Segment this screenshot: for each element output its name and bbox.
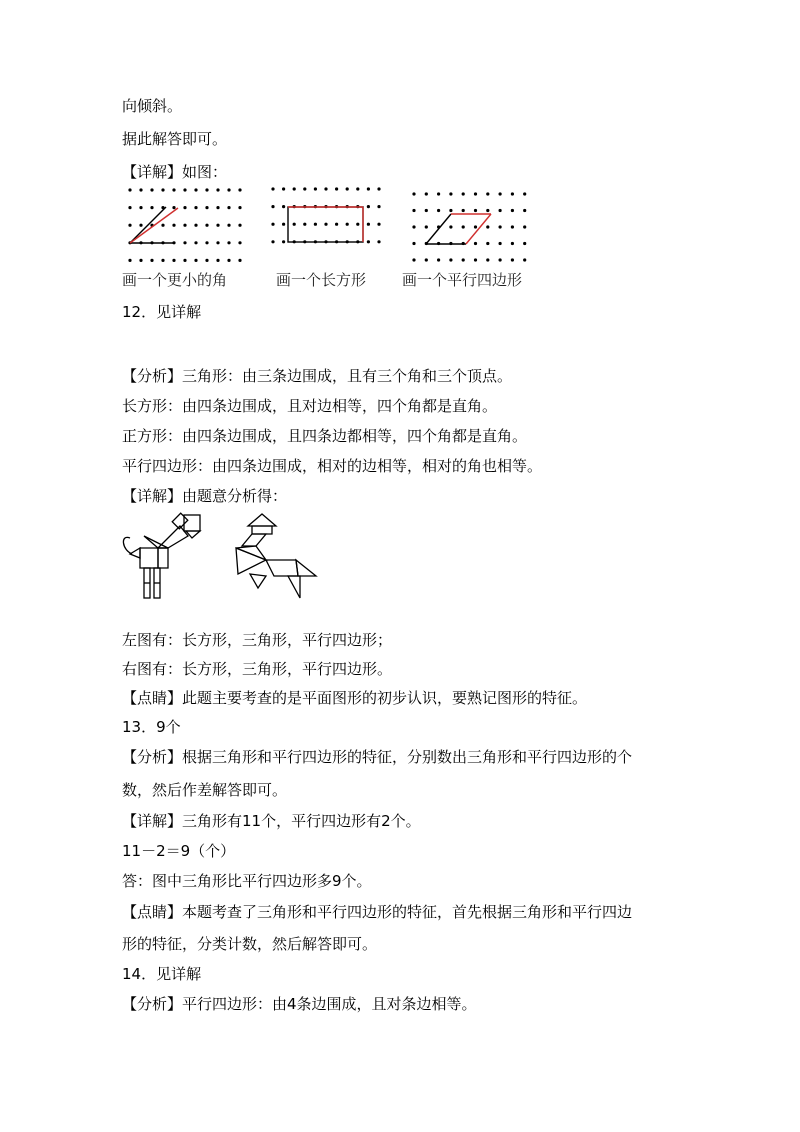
analysis-line: 【分析】根据三角形和平行四边形的特征，分别数出三角形和平行四边形的个 (122, 748, 633, 766)
parallelogram-right-red (466, 214, 491, 244)
grid-dot (511, 258, 514, 261)
comment-line: 【点睛】此题主要考查的是平面图形的初步认识，要熟记图形的特征。 (122, 689, 588, 707)
grid-dot (282, 223, 285, 226)
grid-dot (271, 205, 274, 208)
grid-dot (205, 241, 208, 244)
grid-dot (172, 206, 175, 209)
grid-dot (271, 240, 274, 243)
grid-dot (183, 259, 186, 262)
grid-dot (377, 223, 380, 226)
angle-ray-upper (130, 207, 166, 243)
grid-dot (437, 209, 440, 212)
analysis-line: 【分析】平行四边形：由4条边围成，且对条边相等。 (122, 995, 477, 1013)
grid-dot (150, 259, 153, 262)
grid-dot (356, 223, 359, 226)
grid-dot (282, 205, 285, 208)
grid-dot (499, 192, 502, 195)
grid-dot (523, 242, 526, 245)
grid-dot (474, 225, 477, 228)
grid-dot (227, 224, 230, 227)
grid-dot (271, 187, 274, 190)
grid-dot (314, 223, 317, 226)
grid-dot (324, 187, 327, 190)
text-line: 向倾斜。 (122, 97, 183, 115)
grid-dot (194, 259, 197, 262)
grid-dot (523, 209, 526, 212)
analysis-line: 数，然后作差解答即可。 (122, 781, 288, 799)
grid-dot (437, 192, 440, 195)
grid-dot (238, 259, 241, 262)
grid-dot (128, 206, 131, 209)
grid-dot (425, 258, 428, 261)
grid-dot (437, 258, 440, 261)
detail-label: 【详解】如图： (122, 163, 228, 181)
grid-dot (377, 240, 380, 243)
grid-dot (474, 242, 477, 245)
grid-dot (183, 224, 186, 227)
grid-dot (486, 209, 489, 212)
grid-dot (523, 192, 526, 195)
tangram-bird-figure (226, 512, 322, 604)
caption-rectangle: 画一个长方形 (276, 271, 367, 289)
grid-dot (227, 259, 230, 262)
grid-dot (216, 259, 219, 262)
comment-line: 形的特征，分类计数，然后解答即可。 (122, 935, 378, 953)
question-title: 14．见详解 (122, 965, 202, 983)
grid-dot (227, 188, 230, 191)
grid-dot (474, 192, 477, 195)
grid-dot (367, 205, 370, 208)
grid-dot (511, 225, 514, 228)
grid-dot (346, 187, 349, 190)
grid-dot (486, 192, 489, 195)
grid-dot (238, 224, 241, 227)
grid-dot (462, 209, 465, 212)
grid-dot (150, 206, 153, 209)
grid-dot (139, 188, 142, 191)
calc-line: 11－2＝9（个） (122, 842, 236, 860)
grid-dot (449, 225, 452, 228)
grid-dot (238, 206, 241, 209)
grid-dot (271, 223, 274, 226)
grid-dot (216, 188, 219, 191)
dot-grid-parallelogram-figure (406, 188, 528, 270)
analysis-line: 【分析】三角形：由三条边围成，且有三个角和三个顶点。 (122, 367, 513, 385)
grid-dot (293, 223, 296, 226)
text-line: 左图有：长方形，三角形，平行四边形； (122, 631, 393, 649)
grid-dot (161, 224, 164, 227)
grid-dot (449, 192, 452, 195)
grid-dot (425, 192, 428, 195)
grid-dot (128, 259, 131, 262)
grid-dot (139, 206, 142, 209)
grid-dot (425, 209, 428, 212)
grid-dot (474, 209, 477, 212)
grid-dot (205, 224, 208, 227)
grid-dot (183, 188, 186, 191)
grid-dot (139, 224, 142, 227)
question-title: 13．9个 (122, 718, 181, 736)
grid-dot (367, 223, 370, 226)
grid-dot (128, 188, 131, 191)
grid-dot (367, 187, 370, 190)
grid-dot (486, 258, 489, 261)
caption-angle: 画一个更小的角 (122, 271, 228, 289)
grid-dot (216, 206, 219, 209)
grid-dot (205, 188, 208, 191)
grid-dot (412, 258, 415, 261)
caption-parallelogram: 画一个平行四边形 (402, 271, 523, 289)
grid-dot (462, 192, 465, 195)
detail-line: 【详解】三角形有11个，平行四边形有2个。 (122, 812, 421, 830)
grid-dot (314, 187, 317, 190)
grid-dot (205, 259, 208, 262)
grid-dot (161, 259, 164, 262)
grid-dot (511, 242, 514, 245)
grid-dot (377, 205, 380, 208)
grid-dot (238, 241, 241, 244)
question-title: 12．见详解 (122, 303, 202, 321)
grid-dot (128, 224, 131, 227)
grid-dot (511, 192, 514, 195)
grid-dot (499, 225, 502, 228)
grid-dot (523, 225, 526, 228)
grid-dot (449, 209, 452, 212)
answer-line: 答：图中三角形比平行四边形多9个。 (122, 872, 372, 890)
grid-dot (499, 258, 502, 261)
comment-line: 【点睛】本题考查了三角形和平行四边形的特征，首先根据三角形和平行四边 (122, 903, 633, 921)
grid-dot (303, 223, 306, 226)
grid-dot (425, 225, 428, 228)
grid-dot (172, 188, 175, 191)
grid-dot (139, 259, 142, 262)
grid-dot (194, 224, 197, 227)
grid-dot (356, 187, 359, 190)
analysis-line: 正方形：由四条边围成，且四条边都相等，四个角都是直角。 (122, 427, 528, 445)
analysis-line: 长方形：由四条边围成，且对边相等，四个角都是直角。 (122, 397, 498, 415)
grid-dot (412, 209, 415, 212)
grid-dot (238, 188, 241, 191)
grid-dot (282, 240, 285, 243)
grid-dot (367, 240, 370, 243)
grid-dot (172, 224, 175, 227)
grid-dot (172, 259, 175, 262)
grid-dot (335, 223, 338, 226)
grid-dot (282, 187, 285, 190)
grid-dot (346, 223, 349, 226)
grid-dot (335, 187, 338, 190)
analysis-line: 平行四边形：由四条边围成，相对的边相等，相对的角也相等。 (122, 457, 543, 475)
grid-dot (486, 242, 489, 245)
grid-dot (227, 206, 230, 209)
parallelogram-left (426, 214, 451, 244)
grid-dot (499, 242, 502, 245)
grid-dot (511, 209, 514, 212)
grid-dot (377, 187, 380, 190)
grid-dot (324, 223, 327, 226)
grid-dot (194, 241, 197, 244)
grid-dot (523, 258, 526, 261)
grid-dot (412, 242, 415, 245)
grid-dot (183, 241, 186, 244)
detail-label: 【详解】由题意分析得： (122, 487, 288, 505)
grid-dot (227, 241, 230, 244)
grid-dot (449, 258, 452, 261)
grid-dot (161, 188, 164, 191)
grid-dot (216, 224, 219, 227)
grid-dot (150, 188, 153, 191)
grid-dot (303, 187, 306, 190)
grid-dot (412, 192, 415, 195)
new-angle-ray-red (130, 208, 178, 243)
grid-dot (462, 258, 465, 261)
text-line: 据此解答即可。 (122, 130, 228, 148)
grid-dot (499, 209, 502, 212)
dot-grid-angle-figure (122, 186, 248, 266)
grid-dot (293, 187, 296, 190)
dot-grid-rectangle-figure (266, 184, 386, 246)
grid-dot (194, 206, 197, 209)
grid-dot (486, 225, 489, 228)
grid-dot (462, 225, 465, 228)
grid-dot (194, 188, 197, 191)
grid-dot (205, 206, 208, 209)
text-line: 右图有：长方形，三角形，平行四边形。 (122, 660, 393, 678)
tangram-horse-figure (118, 508, 208, 606)
grid-dot (474, 258, 477, 261)
grid-dot (412, 225, 415, 228)
grid-dot (216, 241, 219, 244)
grid-dot (183, 206, 186, 209)
